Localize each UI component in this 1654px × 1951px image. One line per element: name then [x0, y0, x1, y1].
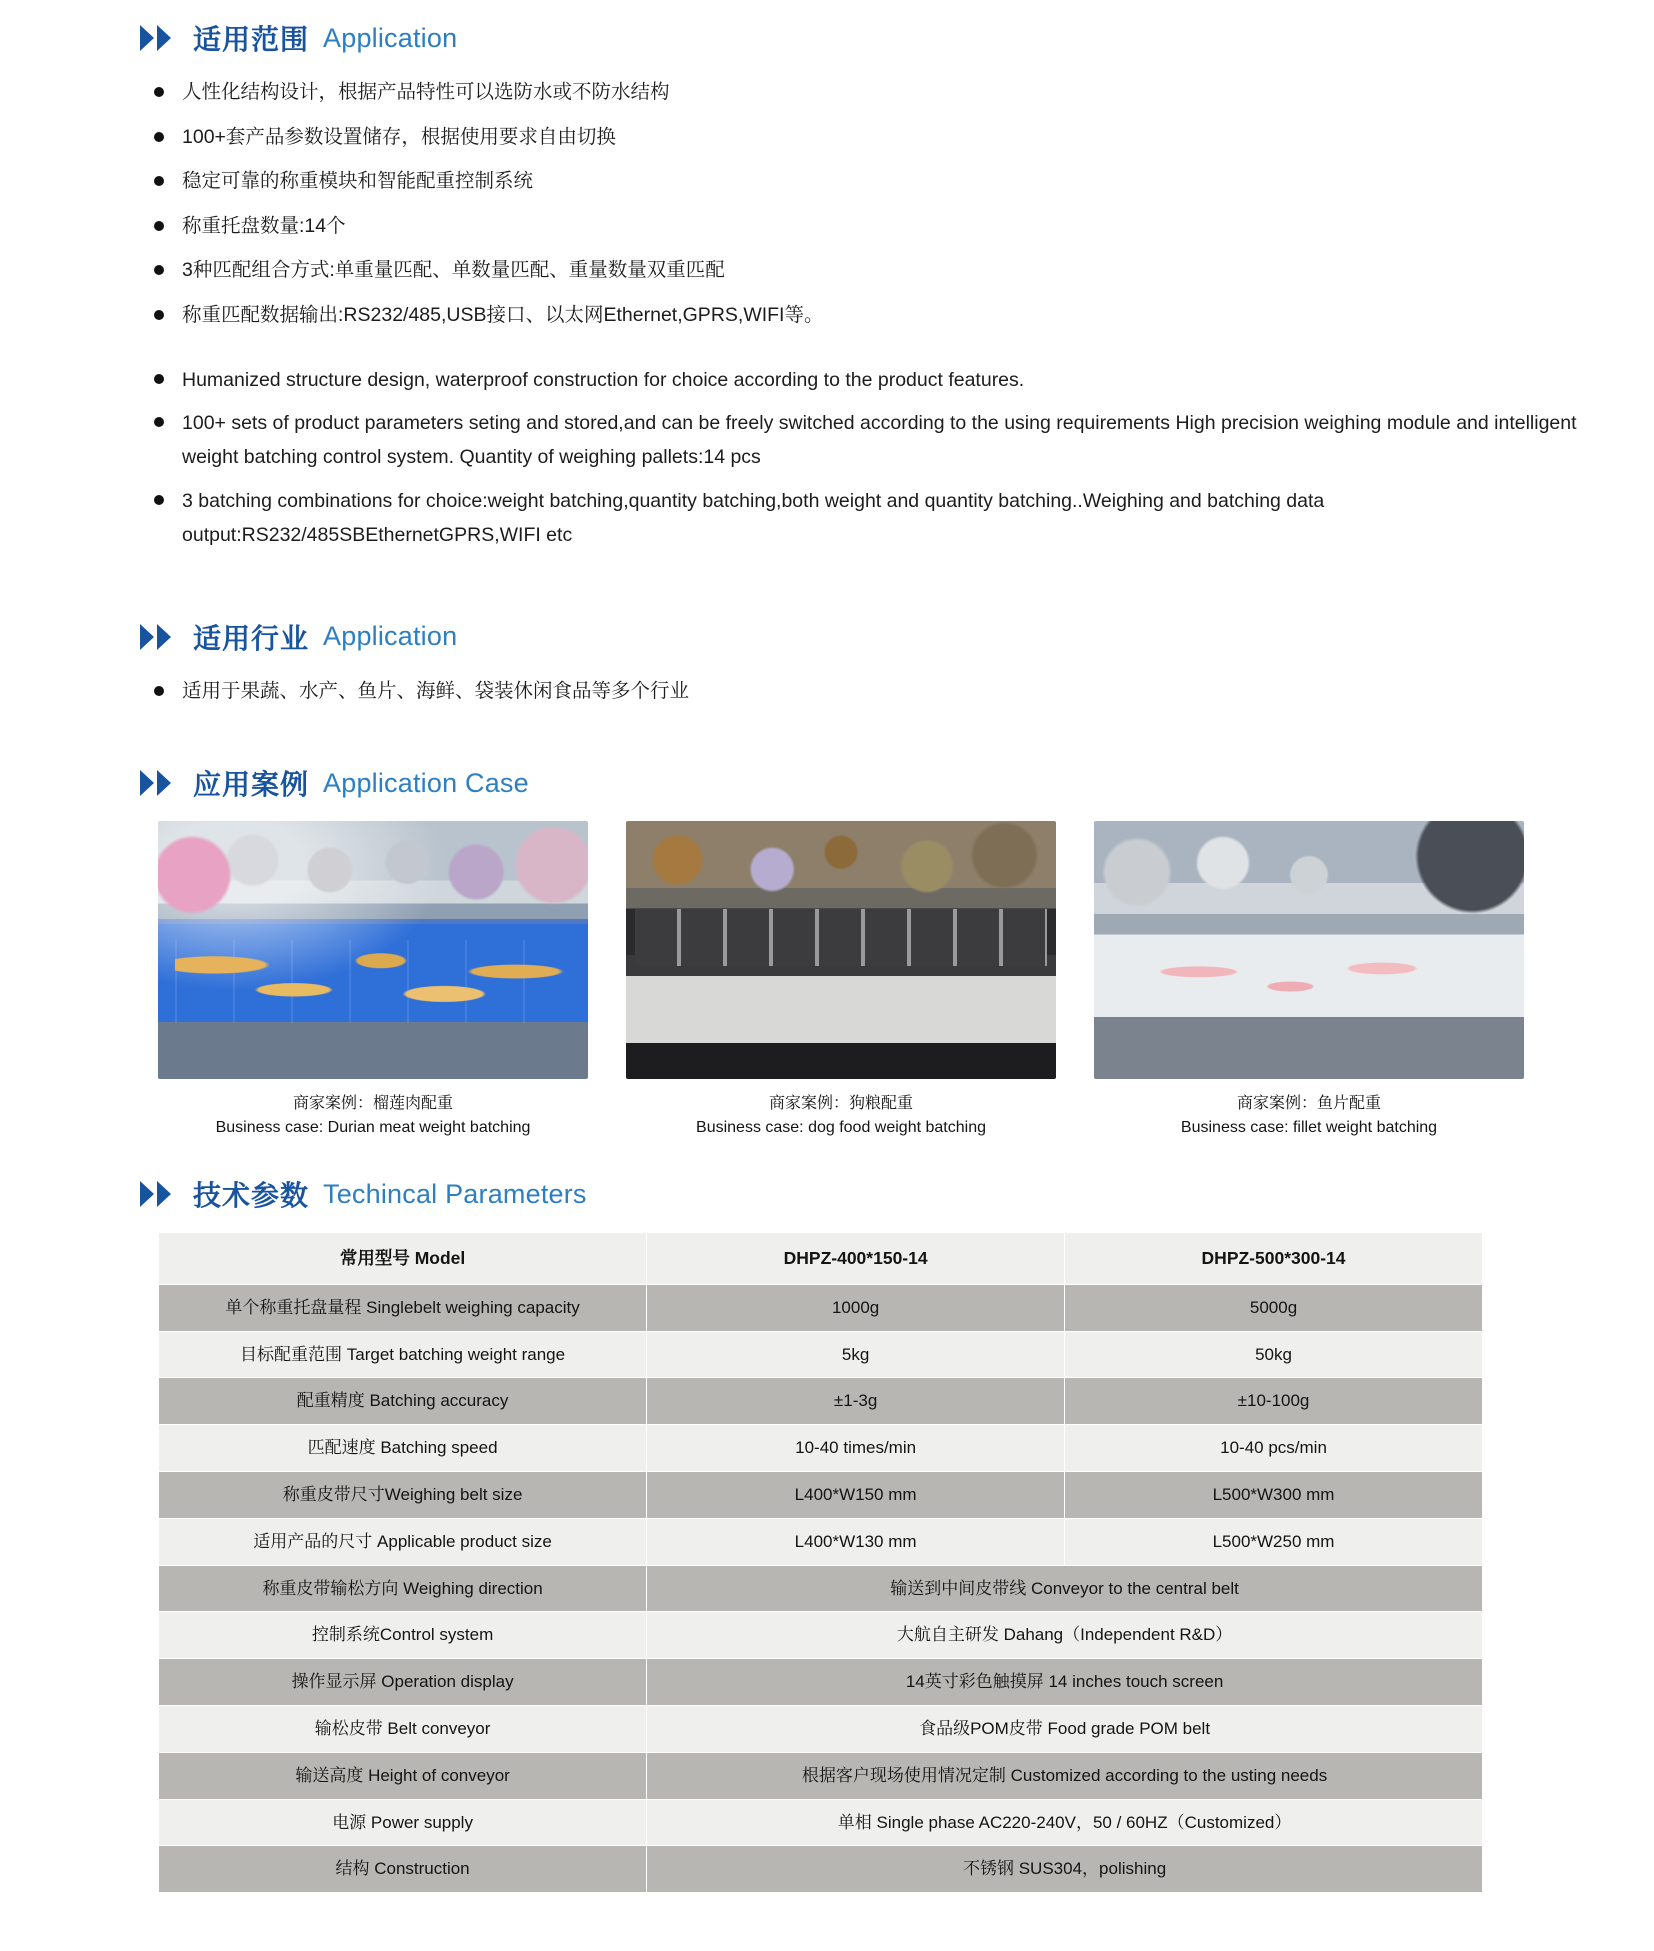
section-heading-application-scope	[140, 18, 1584, 58]
row-value-1: 1000g	[647, 1284, 1065, 1331]
case-caption	[1094, 1092, 1524, 1140]
row-value-merged: 根据客户现场使用情况定制 Customized according to the usting needs	[647, 1752, 1483, 1799]
fillet-weight-batching-photo	[1094, 821, 1524, 1079]
row-value-merged: 单相 Single phase AC220-240V，50 / 60HZ（Customized）	[647, 1799, 1483, 1846]
row-label: 输送高度 Height of conveyor	[159, 1752, 647, 1799]
table-row	[159, 1752, 1483, 1799]
row-value-2: 50kg	[1065, 1331, 1483, 1378]
row-label: 控制系统Control system	[159, 1612, 647, 1659]
double-arrow-icon	[140, 1181, 171, 1207]
row-value-2: 5000g	[1065, 1284, 1483, 1331]
row-label: 匹配速度 Batching speed	[159, 1425, 647, 1472]
row-value-1: L400*W150 mm	[647, 1472, 1065, 1519]
row-value-1: 10-40 times/min	[647, 1425, 1065, 1472]
application-scope-list-cn	[140, 76, 1584, 332]
row-label: 操作显示屏 Operation display	[159, 1659, 647, 1706]
row-value-merged: 食品级POM皮带 Food grade POM belt	[647, 1706, 1483, 1753]
row-label: 输松皮带 Belt conveyor	[159, 1706, 647, 1753]
table-row	[159, 1518, 1483, 1565]
row-value-2: 10-40 pcs/min	[1065, 1425, 1483, 1472]
row-label: 称重皮带输松方向 Weighing direction	[159, 1565, 647, 1612]
table-row	[159, 1331, 1483, 1378]
table-row	[159, 1425, 1483, 1472]
table-row	[159, 1612, 1483, 1659]
row-label: 适用产品的尺寸 Applicable product size	[159, 1518, 647, 1565]
table-row	[159, 1565, 1483, 1612]
case-caption-en: Business case: fillet weight batching	[1180, 1119, 1438, 1137]
list-item: 称重匹配数据输出:RS232/485,USB接口、以太网Ethernet,GPRS,WIFI等。	[140, 299, 1584, 333]
section-title-en: Application Case	[323, 767, 529, 798]
application-scope-list-en	[140, 363, 1584, 552]
list-item: 100+套产品参数设置储存，根据使用要求自由切换	[140, 121, 1584, 155]
section-title-cn: 适用行业	[193, 622, 310, 654]
table-row	[159, 1659, 1483, 1706]
case-caption	[626, 1092, 1056, 1140]
list-item: Humanized structure design, waterproof construction for choice according to the product features.	[140, 363, 1584, 397]
double-arrow-icon	[140, 25, 171, 51]
list-item: 3种匹配组合方式:单重量匹配、单数量匹配、重量数量双重匹配	[140, 254, 1584, 288]
row-value-merged: 大航自主研发 Dahang（Independent R&D）	[647, 1612, 1483, 1659]
table-row	[159, 1284, 1483, 1331]
row-value-1: L400*W130 mm	[647, 1518, 1065, 1565]
dog-food-weight-batching-photo	[626, 821, 1056, 1079]
section-heading-application-industry	[140, 617, 1584, 657]
case-caption	[158, 1092, 588, 1140]
section-heading-application-case	[140, 763, 1584, 803]
case-caption-en: Business case: Durian meat weight batching	[215, 1119, 531, 1137]
list-item: 人性化结构设计，根据产品特性可以选防水或不防水结构	[140, 76, 1584, 110]
row-label: 结构 Construction	[159, 1846, 647, 1893]
section-title-cn: 技术参数	[193, 1180, 310, 1212]
section-title-en: Application	[323, 22, 458, 53]
table-row	[159, 1378, 1483, 1425]
row-value-2: L500*W250 mm	[1065, 1518, 1483, 1565]
row-label: 配重精度 Batching accuracy	[159, 1378, 647, 1425]
list-item: 100+ sets of product parameters seting and stored,and can be freely switched according to the using requirements High precision weighing module and intelligent weight batching control system. Quantity of weighing pallets:14 pcs	[140, 406, 1584, 474]
technical-parameters-table	[158, 1232, 1483, 1893]
row-value-merged: 不锈钢 SUS304，polishing	[647, 1846, 1483, 1893]
case-item	[1094, 821, 1524, 1140]
application-industry-list	[140, 675, 1584, 709]
row-value-1: 5kg	[647, 1331, 1065, 1378]
list-item: 稳定可靠的称重模块和智能配重控制系统	[140, 165, 1584, 199]
column-header-model-1: DHPZ-400*150-14	[647, 1233, 1065, 1285]
application-case-gallery	[158, 821, 1584, 1140]
double-arrow-icon	[140, 624, 171, 650]
list-item: 3 batching combinations for choice:weight batching,quantity batching,both weight and quantity batching..Weighing and batching data output:RS232/485SBEthernetGPRS,WIFI etc	[140, 484, 1584, 552]
row-value-2: ±10-100g	[1065, 1378, 1483, 1425]
list-item: 适用于果蔬、水产、鱼片、海鲜、袋装休闲食品等多个行业	[140, 675, 1584, 709]
section-title-en: Application	[323, 621, 458, 652]
row-value-2: L500*W300 mm	[1065, 1472, 1483, 1519]
row-value-merged: 14英寸彩色触摸屏 14 inches touch screen	[647, 1659, 1483, 1706]
section-title-en: Techincal Parameters	[323, 1178, 587, 1209]
list-item: 称重托盘数量:14个	[140, 210, 1584, 244]
row-label: 目标配重范围 Target batching weight range	[159, 1331, 647, 1378]
row-value-1: ±1-3g	[647, 1378, 1065, 1425]
case-caption-cn: 商家案例：榴莲肉配重	[292, 1095, 453, 1113]
double-arrow-icon	[140, 770, 171, 796]
case-caption-cn: 商家案例：鱼片配重	[1236, 1095, 1381, 1113]
column-header-model-2: DHPZ-500*300-14	[1065, 1233, 1483, 1285]
column-header-model: 常用型号 Model	[159, 1233, 647, 1285]
row-label: 称重皮带尺寸Weighing belt size	[159, 1472, 647, 1519]
table-row	[159, 1472, 1483, 1519]
case-item	[158, 821, 588, 1140]
table-row	[159, 1706, 1483, 1753]
section-heading-technical-parameters	[140, 1174, 1584, 1214]
case-item	[626, 821, 1056, 1140]
durian-meat-weight-batching-photo	[158, 821, 588, 1079]
table-header-row	[159, 1233, 1483, 1285]
row-label: 单个称重托盘量程 Singlebelt weighing capacity	[159, 1284, 647, 1331]
case-caption-cn: 商家案例：狗粮配重	[768, 1095, 913, 1113]
case-caption-en: Business case: dog food weight batching	[696, 1119, 986, 1137]
table-row	[159, 1846, 1483, 1893]
section-title-cn: 应用案例	[193, 769, 310, 801]
section-title-cn: 适用范围	[193, 24, 310, 55]
table-row	[159, 1799, 1483, 1846]
row-label: 电源 Power supply	[159, 1799, 647, 1846]
row-value-merged: 输送到中间皮带线 Conveyor to the central belt	[647, 1565, 1483, 1612]
